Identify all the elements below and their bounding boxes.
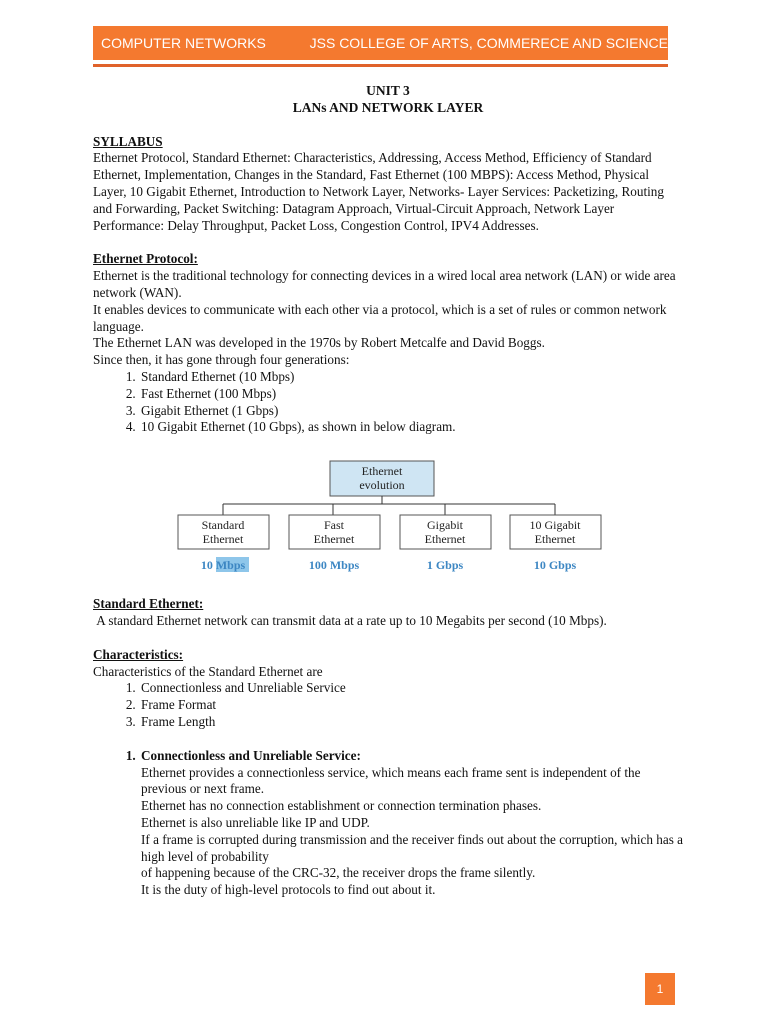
header-left-title: COMPUTER NETWORKS xyxy=(101,35,266,51)
diagram-child-label: 10 Gigabit xyxy=(529,518,581,533)
standard-ethernet-text: A standard Ethernet network can transmit data at a rate up to 10 Megabits per second (10 Mbps). xyxy=(93,612,607,628)
diagram-child-label: Fast xyxy=(323,518,345,533)
header-divider xyxy=(93,64,668,67)
connectionless-line: Ethernet is also unreliable like IP and UDP. xyxy=(141,814,370,830)
diagram-root-label: Ethernet xyxy=(361,464,403,479)
ethernet-evolution-diagram xyxy=(163,458,613,580)
unit-subtitle: LANs AND NETWORK LAYER xyxy=(292,99,484,115)
ethernet-paragraph-1: Ethernet is the traditional technology for connecting devices in a wired local area network (LAN) or wide area network (WAN). xyxy=(93,268,676,300)
ethernet-paragraph-2: It enables devices to communicate with each other via a protocol, which is a set of rules or common network language. xyxy=(93,301,667,334)
syllabus-text: Ethernet Protocol, Standard Ethernet: Characteristics, Addressing, Access Method, Efficiency of Standard Ethernet, Implementation, Changes in the Standard, Fast Ethernet (100 MBPS): Access Method, Physical Layer, 10 Gigabit Ethernet, Introduction to Network Layer, Networks- Layer Services: Packetizing, Routing and Forwarding, Packet Switching: Datagram Approach, Virtual-Circuit Approach, Network Layer Performance: Delay Throughput, Packet Loss, Congestion Control, IPV4 Addresses. xyxy=(93,150,664,233)
page-header xyxy=(93,26,668,60)
connectionless-line: Ethernet provides a connectionless service, which means each frame sent is independent of the previous or next frame. xyxy=(141,764,641,797)
list-item: 2. Frame Format xyxy=(139,697,683,714)
list-item: 3. Frame Length xyxy=(139,714,683,731)
list-item: 3. Gigabit Ethernet (1 Gbps) xyxy=(139,403,683,420)
generations-list xyxy=(93,369,683,436)
diagram-speed-label: 1 Gbps xyxy=(426,558,464,573)
page-number: 1 xyxy=(645,973,675,1005)
ethernet-protocol-heading: Ethernet Protocol: xyxy=(93,251,198,267)
connectionless-line: of happening because of the CRC-32, the receiver drops the frame silently. xyxy=(141,865,536,881)
diagram-speed-label: 100 Mbps xyxy=(308,558,360,573)
list-item: 1. Standard Ethernet (10 Mbps) xyxy=(139,369,683,386)
list-item: 2. Fast Ethernet (100 Mbps) xyxy=(139,386,683,403)
connectionless-line: If a frame is corrupted during transmission and the receiver finds out about the corruption, which has a high level of probability xyxy=(141,831,683,864)
characteristics-intro: Characteristics of the Standard Ethernet are xyxy=(93,663,323,679)
diagram-speed-label: 10 Mbps xyxy=(200,558,246,573)
characteristics-heading: Characteristics: xyxy=(93,646,184,662)
characteristics-list xyxy=(93,680,683,730)
syllabus-heading: SYLLABUS xyxy=(93,133,163,149)
list-item: 1. Connectionless and Unreliable Service xyxy=(139,680,683,697)
connectionless-line: Ethernet has no connection establishment or connection termination phases. xyxy=(141,798,542,814)
diagram-child-label: Standard xyxy=(201,518,245,533)
unit-title: UNIT 3 xyxy=(366,83,410,98)
diagram-speed-label: 10 Gbps xyxy=(533,558,577,573)
diagram-child-label: Ethernet xyxy=(424,532,466,547)
connectionless-section xyxy=(93,748,683,899)
list-item: 4. 10 Gigabit Ethernet (10 Gbps), as shown in below diagram. xyxy=(139,419,683,436)
header-right-title: JSS COLLEGE OF ARTS, COMMERECE AND SCIENCE xyxy=(309,35,668,51)
connectionless-line: It is the duty of high-level protocols to find out about it. xyxy=(141,882,436,898)
diagram-child-label: Gigabit xyxy=(427,518,463,533)
ethernet-paragraph-4: Since then, it has gone through four generations: xyxy=(93,352,350,368)
diagram-root-label: evolution xyxy=(359,478,405,493)
diagram-child-label: Ethernet xyxy=(534,532,576,547)
document-body xyxy=(93,83,683,899)
standard-ethernet-heading: Standard Ethernet: xyxy=(93,596,204,612)
diagram-child-label: Ethernet xyxy=(202,532,244,547)
ethernet-paragraph-3: The Ethernet LAN was developed in the 1970s by Robert Metcalfe and David Boggs. xyxy=(93,335,545,351)
diagram-child-label: Ethernet xyxy=(313,532,355,547)
list-item xyxy=(139,748,683,899)
connectionless-heading: 1. Connectionless and Unreliable Service: xyxy=(141,747,361,763)
